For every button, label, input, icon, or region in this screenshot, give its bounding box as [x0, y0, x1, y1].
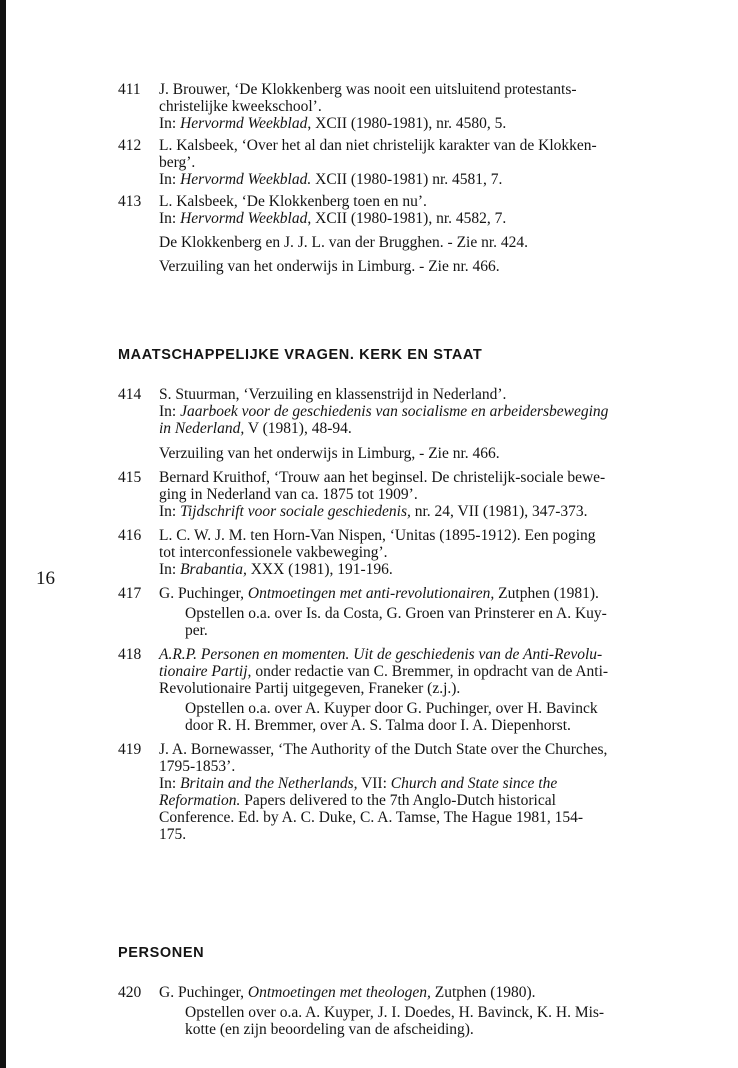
entry-414	[118, 386, 718, 437]
entry-416	[118, 527, 718, 578]
entry-line: L. Kalsbeek, ‘Over het al dan niet christelijk karakter van de Klokken-	[159, 137, 597, 154]
entry-source: tionaire Partij, onder redactie van C. Bremmer, in opdracht van de Anti-	[159, 663, 609, 680]
entry-number: 416	[118, 527, 142, 544]
cross-reference: Verzuiling van het onderwijs in Limburg, - Zie nr. 466.	[159, 445, 500, 462]
entry-source: Reformation. Papers delivered to the 7th Anglo-Dutch historical	[159, 792, 556, 809]
entry-number: 411	[118, 81, 141, 98]
entry-source: G. Puchinger, Ontmoetingen met anti-revolutionairen, Zutphen (1981).	[159, 585, 599, 602]
entry-number: 412	[118, 137, 142, 154]
entry-source: A.R.P. Personen en momenten. Uit de geschiedenis van de Anti-Revolu-	[159, 646, 603, 663]
entry-number: 414	[118, 386, 142, 403]
entry-source: In: Hervormd Weekblad, XCII (1980-1981), nr. 4580, 5.	[159, 115, 507, 132]
entry-line: tot interconfessionele vakbeweging’.	[159, 544, 388, 561]
entry-line: Revolutionaire Partij uitgegeven, Franeker (z.j.).	[159, 680, 461, 697]
entry-number: 415	[118, 469, 142, 486]
entry-418	[118, 646, 718, 734]
entry-line: J. Brouwer, ‘De Klokkenberg was nooit een uitsluitend protestants-	[159, 81, 577, 98]
entry-line: L. C. W. J. M. ten Horn-Van Nispen, ‘Unitas (1895-1912). Een poging	[159, 527, 596, 544]
entry-source: In: Tijdschrift voor sociale geschiedenis, nr. 24, VII (1981), 347-373.	[159, 503, 588, 520]
entry-line: 1795-1853’.	[159, 758, 236, 775]
entry-annotation: kotte (en zijn beoordeling van de afscheiding).	[185, 1021, 474, 1038]
entry-number: 419	[118, 741, 142, 758]
entry-line: Conference. Ed. by A. C. Duke, C. A. Tamse, The Hague 1981, 154-	[159, 809, 584, 826]
entry-source: In: Hervormd Weekblad. XCII (1980-1981) nr. 4581, 7.	[159, 171, 503, 188]
page-edge-shadow	[0, 0, 6, 1068]
entry-annotation: door R. H. Bremmer, over A. S. Talma door I. A. Diepenhorst.	[185, 717, 571, 734]
entry-source: in Nederland, V (1981), 48-94.	[159, 420, 352, 437]
entry-annotation: Opstellen o.a. over Is. da Costa, G. Groen van Prinsterer en A. Kuy-	[185, 605, 607, 622]
entry-number: 417	[118, 585, 142, 602]
entry-line: 175.	[159, 826, 187, 843]
entry-annotation: Opstellen over o.a. A. Kuyper, J. I. Doedes, H. Bavinck, K. H. Mis-	[185, 1004, 605, 1021]
cross-reference: De Klokkenberg en J. J. L. van der Brugghen. - Zie nr. 424.	[159, 234, 529, 251]
section-heading: PERSONEN	[118, 945, 205, 961]
entry-line: ging in Nederland van ca. 1875 tot 1909’.	[159, 486, 418, 503]
entry-source: In: Jaarboek voor de geschiedenis van socialisme en arbeidersbeweging	[159, 403, 609, 420]
entries-klokkenberg	[118, 81, 718, 275]
entry-411	[118, 81, 718, 132]
entry-source: In: Britain and the Netherlands, VII: Church and State since the	[159, 775, 558, 792]
entry-line: L. Kalsbeek, ‘De Klokkenberg toen en nu’.	[159, 193, 427, 210]
section-heading: MAATSCHAPPELIJKE VRAGEN. KERK EN STAAT	[118, 347, 483, 363]
entry-annotation: per.	[185, 622, 208, 639]
entry-417	[118, 585, 718, 639]
entry-415	[118, 469, 718, 520]
entry-line: Bernard Kruithof, ‘Trouw aan het beginsel. De christelijk-sociale bewe-	[159, 469, 606, 486]
entry-line: S. Stuurman, ‘Verzuiling en klassenstrijd in Nederland’.	[159, 386, 507, 403]
entry-annotation: Opstellen o.a. over A. Kuyper door G. Puchinger, over H. Bavinck	[185, 700, 598, 717]
entry-419	[118, 741, 718, 843]
entry-source: G. Puchinger, Ontmoetingen met theologen, Zutphen (1980).	[159, 984, 536, 1001]
entry-source: In: Brabantia, XXX (1981), 191-196.	[159, 561, 393, 578]
entry-line: christelijke kweekschool’.	[159, 98, 322, 115]
cross-reference: Verzuiling van het onderwijs in Limburg. - Zie nr. 466.	[159, 258, 500, 275]
entry-number: 420	[118, 984, 142, 1001]
entry-413	[118, 193, 718, 227]
entries-personen	[118, 984, 718, 1038]
entry-number: 418	[118, 646, 142, 663]
entry-412	[118, 137, 718, 188]
entry-420	[118, 984, 718, 1038]
entries-maatschappelijke	[118, 386, 718, 843]
entry-line: J. A. Bornewasser, ‘The Authority of the Dutch State over the Churches,	[159, 741, 608, 758]
entry-line: berg’.	[159, 154, 196, 171]
page-number: 16	[36, 568, 55, 589]
entry-source: In: Hervormd Weekblad, XCII (1980-1981), nr. 4582, 7.	[159, 210, 507, 227]
entry-number: 413	[118, 193, 142, 210]
